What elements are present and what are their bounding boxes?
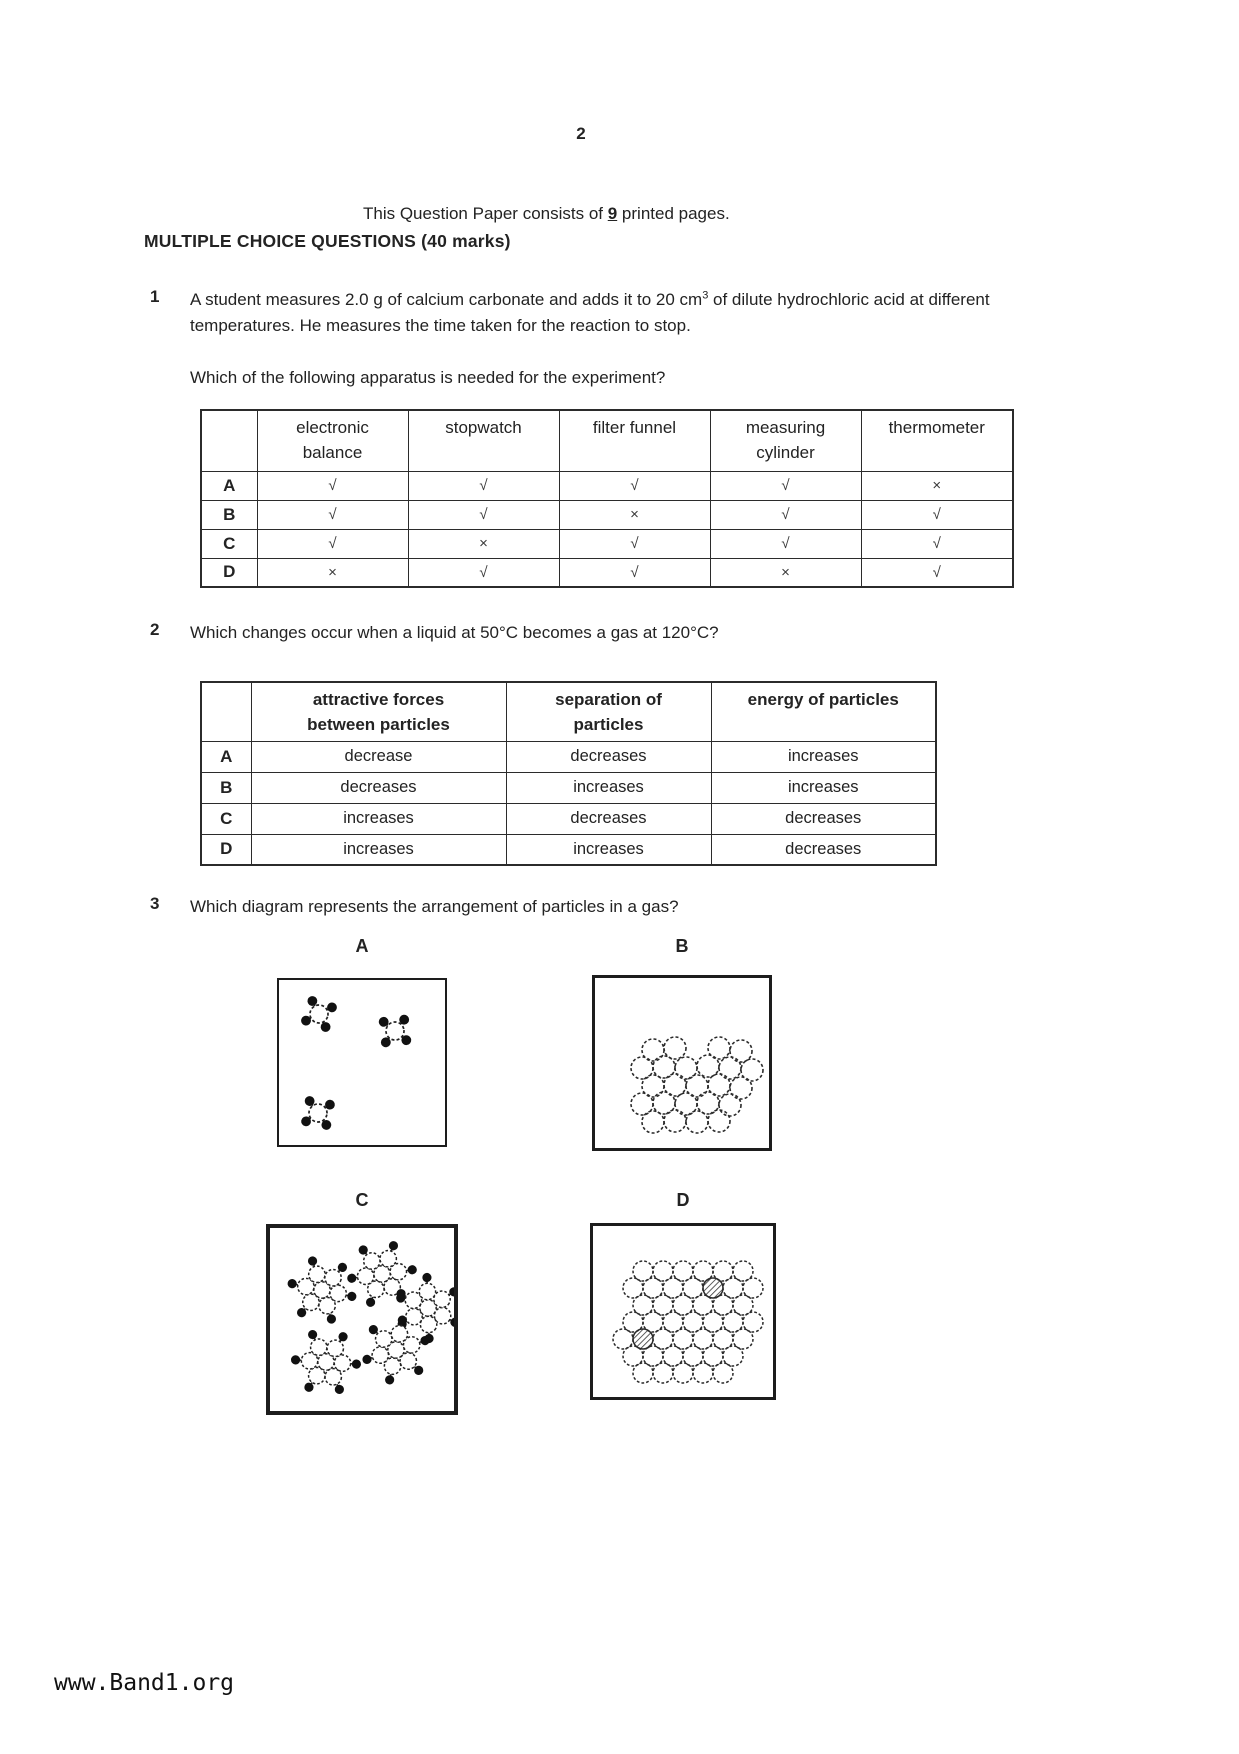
header-stopwatch: stopwatch	[408, 410, 559, 471]
question-1-prompt: Which of the following apparatus is needed for the experiment?	[190, 368, 666, 387]
particle-diagram-gas-molecules	[279, 980, 445, 1145]
apparatus-row-d	[201, 558, 1013, 587]
consists-suffix: printed pages.	[617, 204, 730, 223]
header-thermometer: thermometer	[861, 410, 1013, 471]
apparatus-row-b	[201, 500, 1013, 529]
value-cell: decreases	[251, 772, 506, 803]
mark-cell: ×	[408, 529, 559, 558]
diagram-c-box	[266, 1224, 458, 1415]
diagram-option-d-label: D	[676, 1190, 690, 1210]
mark-cell: ×	[257, 558, 408, 587]
row-label: B	[201, 772, 251, 803]
header-electronic-balance: electronic balance	[257, 410, 408, 471]
particle-diagram-solid-lattice	[593, 1226, 773, 1397]
state-change-row-b	[201, 772, 936, 803]
header-measuring-cylinder: measuring cylinder	[710, 410, 861, 471]
value-cell: increases	[506, 834, 711, 865]
diagram-option-a-label: A	[355, 936, 369, 956]
apparatus-row-c	[201, 529, 1013, 558]
question-3-stem: Which diagram represents the arrangement of particles in a gas?	[190, 897, 679, 916]
mark-cell: √	[257, 471, 408, 500]
row-label: D	[201, 558, 257, 587]
header-attractive-forces: attractive forces between particles	[251, 682, 506, 741]
row-label: A	[201, 741, 251, 772]
row-label: D	[201, 834, 251, 865]
apparatus-table	[200, 409, 1014, 588]
question-2-stem: Which changes occur when a liquid at 50°C becomes a gas at 120°C?	[190, 623, 719, 642]
mark-cell: √	[710, 500, 861, 529]
mark-cell: √	[559, 471, 710, 500]
mark-cell: √	[710, 471, 861, 500]
diagram-b-box	[592, 975, 772, 1151]
mark-cell: √	[408, 500, 559, 529]
mark-cell: √	[257, 500, 408, 529]
question-1-stem: A student measures 2.0 g of calcium carbonate and adds it to 20 $cm^3$ of dilute hydrochloric acid at different temperatures. He measures the time taken for the reaction to stop.	[190, 289, 990, 335]
row-label: C	[201, 803, 251, 834]
mark-cell: √	[257, 529, 408, 558]
corner-cell	[201, 410, 257, 471]
state-change-table	[200, 681, 937, 866]
row-label: A	[201, 471, 257, 500]
mark-cell: ×	[559, 500, 710, 529]
state-change-header-row	[201, 682, 936, 741]
value-cell: decreases	[711, 834, 936, 865]
diagram-option-b-label: B	[675, 936, 689, 956]
mark-cell: √	[408, 558, 559, 587]
consists-line	[363, 204, 730, 224]
footer-watermark: www.Band1.org	[54, 1670, 235, 1696]
particle-diagram-liquid-packing	[595, 978, 769, 1148]
value-cell: decreases	[506, 803, 711, 834]
header-filter-funnel: filter funnel	[559, 410, 710, 471]
mark-cell: ×	[861, 471, 1013, 500]
diagram-a-box	[277, 978, 447, 1147]
consists-pages-count: 9	[607, 204, 618, 223]
mark-cell: √	[861, 500, 1013, 529]
mark-cell: √	[559, 529, 710, 558]
value-cell: decrease	[251, 741, 506, 772]
value-cell: increases	[711, 741, 936, 772]
question-2-number: 2	[150, 620, 160, 639]
state-change-row-a	[201, 741, 936, 772]
mark-cell: √	[861, 558, 1013, 587]
value-cell: increases	[251, 803, 506, 834]
row-label: C	[201, 529, 257, 558]
page-number: 2	[576, 124, 586, 143]
value-cell: decreases	[506, 741, 711, 772]
corner-cell	[201, 682, 251, 741]
mark-cell: √	[861, 529, 1013, 558]
mark-cell: √	[710, 529, 861, 558]
question-1-number: 1	[150, 287, 160, 306]
mark-cell: √	[559, 558, 710, 587]
section-title: MULTIPLE CHOICE QUESTIONS (40 marks)	[144, 231, 511, 251]
state-change-row-c	[201, 803, 936, 834]
diagram-option-c-label: C	[355, 1190, 369, 1210]
row-label: B	[201, 500, 257, 529]
mark-cell: √	[408, 471, 559, 500]
mark-cell: ×	[710, 558, 861, 587]
value-cell: increases	[711, 772, 936, 803]
question-3-number: 3	[150, 894, 160, 913]
superscript-3: 3	[702, 289, 709, 302]
header-energy: energy of particles	[711, 682, 936, 741]
apparatus-header-row	[201, 410, 1013, 471]
value-cell: increases	[251, 834, 506, 865]
diagram-d-box	[590, 1223, 776, 1400]
header-separation: separation of particles	[506, 682, 711, 741]
apparatus-row-a	[201, 471, 1013, 500]
value-cell: decreases	[711, 803, 936, 834]
state-change-row-d	[201, 834, 936, 865]
value-cell: increases	[506, 772, 711, 803]
particle-diagram-molecule-clusters	[270, 1228, 454, 1411]
consists-prefix: This Question Paper consists of	[363, 204, 608, 223]
